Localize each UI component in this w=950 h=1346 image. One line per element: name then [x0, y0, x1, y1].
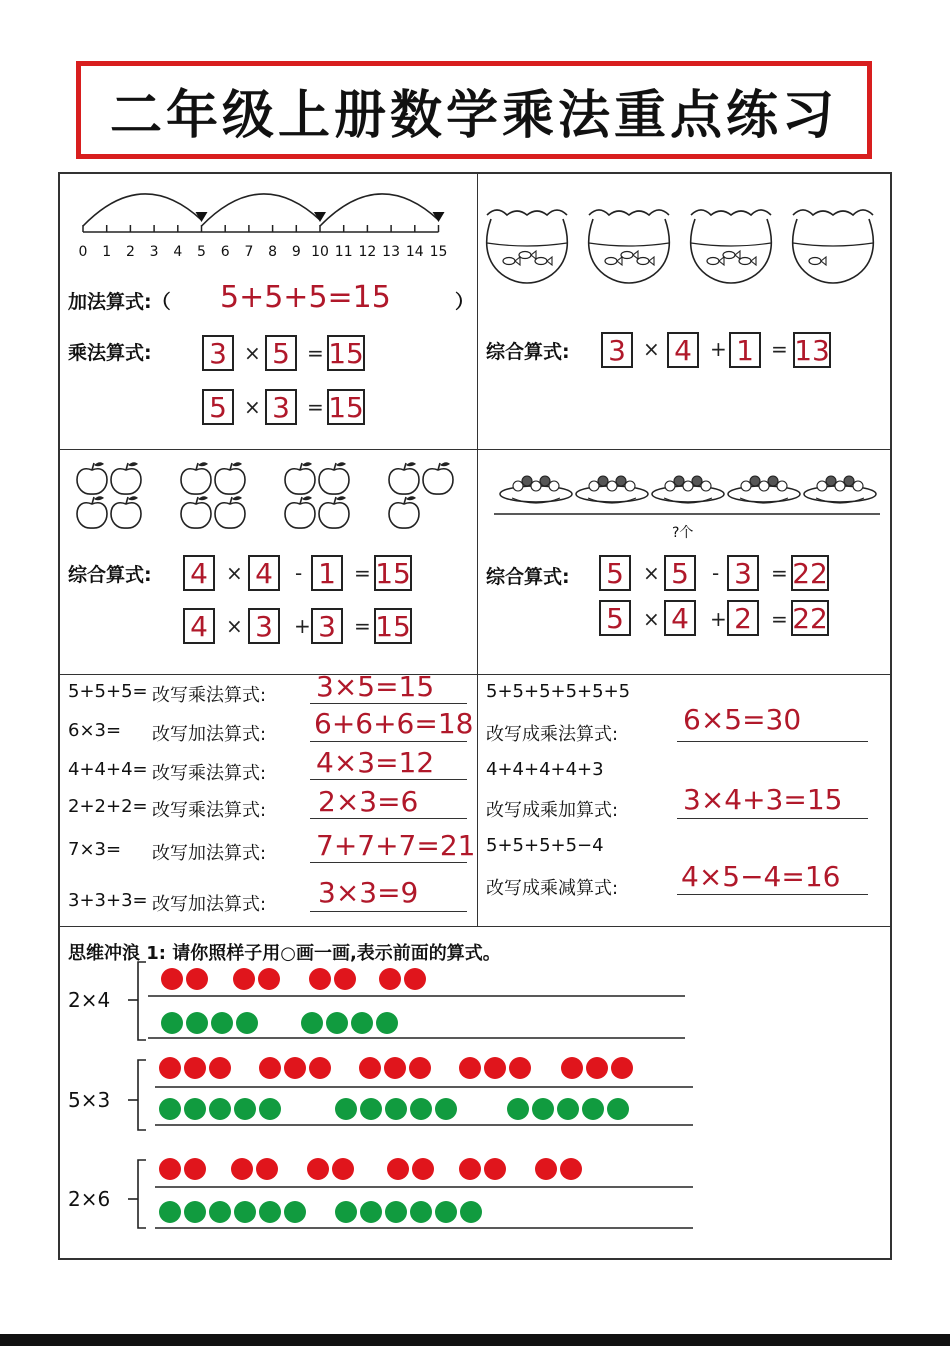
- rewrite-task: 改写成乘减算式:: [486, 878, 619, 899]
- red-circle: [309, 1057, 331, 1079]
- green-circle: [376, 1012, 398, 1034]
- rewrite-answer: 6×5=30: [683, 703, 802, 736]
- green-circle: [234, 1098, 256, 1120]
- times-sign: ×: [226, 561, 243, 585]
- rewrite-answer: 2×3=6: [318, 785, 419, 818]
- number-line-label: 9: [291, 244, 301, 260]
- rewrite-expression: 5+5+5+5+5+5: [486, 681, 631, 702]
- answer-box: 1: [311, 555, 343, 591]
- number-line-label: 1: [102, 244, 112, 260]
- red-circle: [412, 1158, 434, 1180]
- green-circle: [410, 1201, 432, 1223]
- green-circle: [532, 1098, 554, 1120]
- number-line-label: 11: [334, 244, 353, 260]
- red-circle: [307, 1158, 329, 1180]
- combined-label: 综合算式:: [68, 564, 152, 586]
- answer-box: 4: [183, 555, 215, 591]
- red-circle: [509, 1057, 531, 1079]
- green-circle: [607, 1098, 629, 1120]
- rewrite-expression: 4+4+4=: [68, 759, 148, 780]
- add-label: 加法算式:（: [68, 291, 171, 313]
- add-close: ）: [455, 291, 475, 313]
- page-title: 二年级上册数学乘法重点练习: [109, 85, 838, 146]
- answer-box: 15: [328, 390, 364, 424]
- green-circle: [435, 1201, 457, 1223]
- bracket: [138, 962, 146, 1040]
- answer-box: 5: [599, 600, 631, 636]
- rewrite-answer: 4×3=12: [316, 746, 435, 779]
- green-circle: [209, 1098, 231, 1120]
- number-line-label: 10: [311, 244, 329, 260]
- number-line-label: 6: [220, 244, 230, 260]
- green-circle: [335, 1201, 357, 1223]
- green-circle: [360, 1098, 382, 1120]
- red-circle: [309, 968, 331, 990]
- rewrite-task: 改写乘法算式:: [152, 763, 267, 784]
- times-sign: ×: [643, 607, 660, 631]
- red-circle: [387, 1158, 409, 1180]
- green-circle: [335, 1098, 357, 1120]
- times-sign: ×: [244, 395, 261, 419]
- red-circle: [586, 1057, 608, 1079]
- answer-box: 3: [202, 335, 234, 371]
- red-circle: [159, 1057, 181, 1079]
- green-circle: [557, 1098, 579, 1120]
- green-circle: [360, 1201, 382, 1223]
- green-circle: [301, 1012, 323, 1034]
- green-circle: [259, 1098, 281, 1120]
- rewrite-expression: 5+5+5+5−4: [486, 835, 604, 856]
- red-circle: [186, 968, 208, 990]
- answer-box: 2: [727, 600, 759, 636]
- rewrite-expression: 2+2+2=: [68, 796, 148, 817]
- mul-label: 乘法算式:: [68, 342, 152, 364]
- red-circle: [611, 1057, 633, 1079]
- red-circle: [484, 1158, 506, 1180]
- number-line-label: 14: [405, 244, 424, 260]
- red-circle: [209, 1057, 231, 1079]
- rewrite-answer: 3×3=9: [318, 876, 419, 909]
- red-circle: [233, 968, 255, 990]
- answer-box: 5: [202, 389, 234, 425]
- red-circle: [184, 1158, 206, 1180]
- rewrite-expression: 5+5+5=: [68, 681, 148, 702]
- answer-box: 3: [727, 555, 759, 591]
- green-circle: [385, 1098, 407, 1120]
- answer-box: 3: [265, 389, 297, 425]
- red-circle: [256, 1158, 278, 1180]
- red-circle: [284, 1057, 306, 1079]
- number-line-label: 12: [358, 244, 377, 260]
- red-circle: [332, 1158, 354, 1180]
- times-sign: ×: [226, 614, 243, 638]
- bracket: [138, 1160, 146, 1228]
- answer-box: 15: [375, 556, 411, 590]
- rewrite-task: 改写成乘法算式:: [486, 724, 619, 745]
- bottom-bar: [0, 1334, 950, 1346]
- green-circle: [582, 1098, 604, 1120]
- answer-box: 15: [375, 609, 411, 643]
- add-answer: 5+5+5=15: [220, 280, 391, 315]
- equals-sign: =: [307, 395, 324, 419]
- equals-sign: =: [771, 337, 788, 361]
- red-circle: [409, 1057, 431, 1079]
- rewrite-answer: 3×4+3=15: [683, 783, 843, 816]
- green-circle: [284, 1201, 306, 1223]
- red-circle: [459, 1158, 481, 1180]
- rewrite-expression: 3+3+3=: [68, 890, 148, 911]
- answer-box: 22: [792, 556, 828, 590]
- number-line-label: 7: [244, 244, 254, 260]
- green-circle: [410, 1098, 432, 1120]
- number-line-label: 8: [268, 244, 278, 260]
- equals-sign: =: [354, 561, 371, 585]
- rewrite-task: 改写乘法算式:: [152, 800, 267, 821]
- answer-box: 5: [599, 555, 631, 591]
- rewrite-answer: 3×5=15: [316, 670, 435, 703]
- answer-box: 5: [664, 555, 696, 591]
- rewrite-expression: 6×3=: [68, 720, 122, 741]
- challenge-label: 2×6: [68, 1187, 111, 1211]
- red-circle: [535, 1158, 557, 1180]
- red-circle: [560, 1158, 582, 1180]
- red-circle: [334, 968, 356, 990]
- red-circle: [459, 1057, 481, 1079]
- red-circle: [384, 1057, 406, 1079]
- combined-label: 综合算式:: [486, 341, 570, 363]
- answer-box: 1: [729, 332, 761, 368]
- plus-sign: +: [710, 337, 727, 361]
- red-circle: [359, 1057, 381, 1079]
- green-circle: [211, 1012, 233, 1034]
- bracket: [138, 1060, 146, 1130]
- red-circle: [259, 1057, 281, 1079]
- answer-box: 3: [311, 608, 343, 644]
- answer-box: 5: [265, 335, 297, 371]
- green-circle: [209, 1201, 231, 1223]
- equals-sign: =: [771, 561, 788, 585]
- green-circle: [184, 1098, 206, 1120]
- answer-box: 4: [248, 555, 280, 591]
- answer-box: 13: [794, 333, 830, 367]
- rewrite-task: 改写乘法算式:: [152, 685, 267, 706]
- rewrite-expression: 4+4+4+4+3: [486, 759, 604, 780]
- number-line-label: 5: [197, 244, 206, 260]
- rewrite-answer: 4×5−4=16: [681, 860, 841, 893]
- plus-sign: +: [710, 607, 727, 631]
- combined-label: 综合算式:: [486, 566, 570, 588]
- red-circle: [258, 968, 280, 990]
- rewrite-expression: 7×3=: [68, 839, 122, 860]
- challenge-heading: 思维冲浪 1: 请你照样子用○画一画,表示前面的算式。: [68, 943, 501, 964]
- times-sign: ×: [643, 337, 660, 361]
- times-sign: ×: [643, 561, 660, 585]
- number-line-label: 3: [149, 244, 159, 260]
- rewrite-task: 改写成乘加算式:: [486, 800, 619, 821]
- challenge-label: 5×3: [68, 1088, 111, 1112]
- answer-box: 15: [328, 336, 364, 370]
- green-circle: [161, 1012, 183, 1034]
- equals-sign: =: [771, 607, 788, 631]
- green-circle: [385, 1201, 407, 1223]
- rewrite-answer: 6+6+6=18: [314, 707, 474, 740]
- green-circle: [184, 1201, 206, 1223]
- minus-sign: -: [295, 561, 303, 585]
- green-circle: [159, 1098, 181, 1120]
- green-circle: [259, 1201, 281, 1223]
- red-circle: [484, 1057, 506, 1079]
- green-circle: [159, 1201, 181, 1223]
- answer-box: 3: [601, 332, 633, 368]
- answer-box: 4: [183, 608, 215, 644]
- number-line-label: 15: [429, 244, 448, 260]
- equals-sign: =: [354, 614, 371, 638]
- number-line-label: 0: [78, 244, 88, 260]
- answer-box: 4: [664, 600, 696, 636]
- green-circle: [186, 1012, 208, 1034]
- green-circle: [236, 1012, 258, 1034]
- red-circle: [159, 1158, 181, 1180]
- number-line-label: 2: [125, 244, 135, 260]
- green-circle: [234, 1201, 256, 1223]
- green-circle: [460, 1201, 482, 1223]
- plus-sign: +: [294, 614, 311, 638]
- red-circle: [231, 1158, 253, 1180]
- green-circle: [435, 1098, 457, 1120]
- plate-caption: ?个: [672, 525, 694, 541]
- number-line-label: 4: [173, 244, 183, 260]
- number-line-label: 13: [382, 244, 401, 260]
- red-circle: [379, 968, 401, 990]
- challenge-label: 2×4: [68, 988, 111, 1012]
- answer-box: 4: [667, 332, 699, 368]
- rewrite-task: 改写加法算式:: [152, 894, 267, 915]
- rewrite-answer: 7+7+7=21: [316, 829, 476, 862]
- rewrite-task: 改写加法算式:: [152, 843, 267, 864]
- rewrite-task: 改写加法算式:: [152, 724, 267, 745]
- equals-sign: =: [307, 341, 324, 365]
- red-circle: [161, 968, 183, 990]
- answer-box: 3: [248, 608, 280, 644]
- red-circle: [184, 1057, 206, 1079]
- green-circle: [326, 1012, 348, 1034]
- green-circle: [351, 1012, 373, 1034]
- green-circle: [507, 1098, 529, 1120]
- red-circle: [404, 968, 426, 990]
- red-circle: [561, 1057, 583, 1079]
- times-sign: ×: [244, 341, 261, 365]
- answer-box: 22: [792, 601, 828, 635]
- minus-sign: -: [712, 561, 720, 585]
